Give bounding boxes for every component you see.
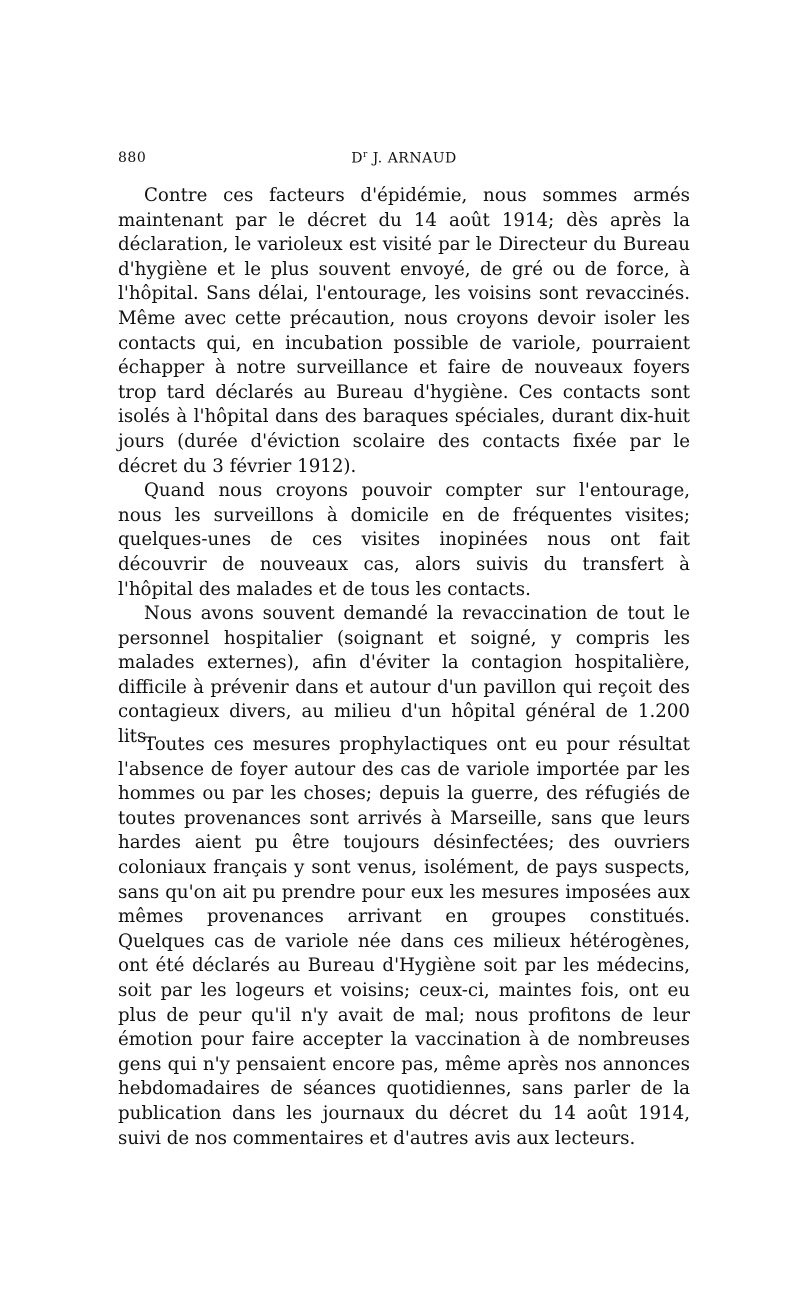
paragraph-3: Nous avons souvent demandé la revaccination de tout le personnel hospitalier (soignant et soigné, y compris les malades externes), afin d'éviter la contagion hospitalière, difficile à prévenir dans et autour d'un pavillon qui reçoit des contagieux divers, au milieu d'un hôpital général de 1.200 lits. bbox=[118, 603, 690, 748]
page-header bbox=[118, 150, 690, 172]
text-block-lower bbox=[118, 733, 690, 1151]
paragraph-2: Quand nous croyons pouvoir compter sur l'entourage, nous les surveillons à domicile en de fréquentes visites; quelques-unes de ces visites inopinées nous ont fait découvrir de nouveaux cas, alors suivis du transfert à l'hôpital des malades et de tous les contacts. bbox=[118, 480, 690, 600]
text-block-upper bbox=[118, 184, 690, 750]
running-head bbox=[118, 150, 690, 167]
author-name: J. ARNAUD bbox=[367, 150, 457, 167]
author-prefix: D bbox=[351, 150, 363, 167]
paragraph-4: Toutes ces mesures prophylactiques ont eu pour résultat l'absence de foyer autour des cas de variole importée par les hommes ou par les choses; depuis la guerre, des réfugiés de toutes provenances sont arrivés à Marseille, sans que leurs hardes aient pu être toujours désinfectées; des ouvriers coloniaux français y sont venus, isolément, de pays suspects, sans qu'on ait pu prendre pour eux les mesures imposées aux mêmes provenances arrivant en groupes constitués. Quelques cas de variole née dans ces milieux hétérogènes, ont été déclarés au Bureau d'Hygiène soit par les médecins, soit par les logeurs et voisins; ceux-ci, maintes fois, ont eu plus de peur qu'il n'y avait de mal; nous profitons de leur émotion pour faire accepter la vaccination à de nombreuses gens qui n'y pensaient encore pas, même après nos annonces hebdomadaires de séances quotidiennes, sans parler de la publication dans les journaux du décret du 14 août 1914, suivi de nos commentaires et d'autres avis aux lecteurs. bbox=[118, 734, 690, 1149]
paragraph-1: Contre ces facteurs d'épidémie, nous sommes armés maintenant par le décret du 14 août 1914; dès après la déclaration, le varioleux est visité par le Directeur du Bureau d'hygiène et le plus souvent envoyé, de gré ou de force, à l'hôpital. Sans délai, l'entourage, les voisins sont revaccinés. Même avec cette précaution, nous croyons devoir isoler les contacts qui, en incubation possible de variole, pourraient échapper à notre surveillance et faire de nouveaux foyers trop tard déclarés au Bureau d'hygiène. Ces contacts sont isolés à l'hôpital dans des baraques spéciales, durant dix-huit jours (durée d'éviction scolaire des contacts fixée par le décret du 3 février 1912). bbox=[118, 185, 690, 477]
page-number: 880 bbox=[118, 150, 147, 166]
author-sup: r bbox=[363, 150, 368, 160]
